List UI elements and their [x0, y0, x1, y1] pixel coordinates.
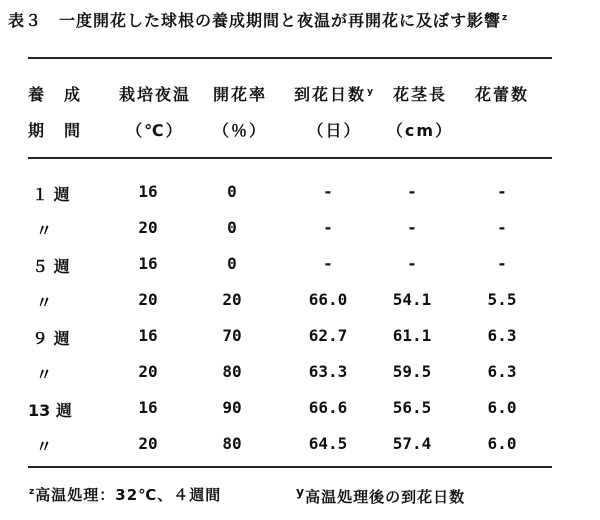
header-period-line1: 養 成: [28, 85, 83, 104]
header-days-to-flower-text: 到花日数: [294, 85, 367, 104]
cell-days-to-flower: -: [323, 182, 333, 201]
cell-bud-count: -: [497, 182, 507, 201]
header-days-to-flower-line1: [287, 82, 382, 105]
cell-stem-length: 54.1: [392, 290, 432, 309]
cell-days-to-flower: -: [323, 254, 333, 273]
cell-flowering-rate: 80: [222, 362, 242, 381]
header-stem-length-line2: （cm）: [386, 121, 454, 140]
cell-days-to-flower: 62.7: [308, 326, 348, 345]
footnote-mark-y: y: [367, 86, 375, 97]
cell-bud-count: 5.5: [487, 290, 517, 309]
footnote-y-mark: y: [296, 484, 306, 499]
cell-flowering-rate: 0: [227, 218, 237, 237]
cell-period: １ 週: [32, 185, 70, 204]
footnote-z: [28, 484, 221, 505]
footnote-z-mark: z: [29, 487, 36, 497]
cell-flowering-rate: 90: [222, 398, 242, 417]
cell-night-temp: 20: [138, 362, 158, 381]
header-flowering-rate-line1: 開花率: [212, 85, 267, 104]
cell-period: 〃: [36, 365, 53, 384]
header-night-temp-line1: 栽培夜温: [118, 85, 191, 104]
header-period-line2: 期 間: [28, 121, 83, 140]
header-stem-length-line1: 花茎長: [392, 85, 447, 104]
cell-bud-count: 6.0: [487, 398, 517, 417]
cell-stem-length: -: [407, 218, 417, 237]
cell-night-temp: 16: [138, 254, 158, 273]
cell-period: 〃: [36, 293, 53, 312]
cell-flowering-rate: 20: [222, 290, 242, 309]
cell-night-temp: 20: [138, 290, 158, 309]
cell-stem-length: -: [407, 254, 417, 273]
cell-days-to-flower: 66.6: [308, 398, 348, 417]
footnote-z-text: 高温処理：32℃、４週間: [35, 486, 222, 504]
table-title-text: 表３ 一度開花した球根の養成期間と夜温が再開花に及ぼす影響: [8, 11, 502, 30]
header-bud-count-line1: 花蕾数: [474, 85, 529, 104]
header-flowering-rate-line2: （％）: [212, 121, 267, 140]
footnote-mark-z: z: [502, 12, 509, 23]
cell-stem-length: 59.5: [392, 362, 432, 381]
cell-night-temp: 20: [138, 434, 158, 453]
cell-night-temp: 16: [138, 398, 158, 417]
cell-period: 〃: [36, 221, 53, 240]
cell-night-temp: 16: [138, 182, 158, 201]
cell-bud-count: -: [497, 218, 507, 237]
cell-night-temp: 20: [138, 218, 158, 237]
cell-period: ５ 週: [32, 257, 70, 276]
table-top-rule: [28, 57, 552, 59]
cell-bud-count: 6.0: [487, 434, 517, 453]
cell-days-to-flower: 66.0: [308, 290, 348, 309]
table-title: [8, 8, 508, 31]
cell-flowering-rate: 70: [222, 326, 242, 345]
cell-bud-count: -: [497, 254, 507, 273]
cell-stem-length: -: [407, 182, 417, 201]
cell-stem-length: 56.5: [392, 398, 432, 417]
table-bottom-rule: [28, 466, 552, 468]
cell-flowering-rate: 0: [227, 254, 237, 273]
header-days-to-flower-line2: （日）: [307, 121, 362, 140]
cell-bud-count: 6.3: [487, 326, 517, 345]
cell-stem-length: 57.4: [392, 434, 432, 453]
cell-period: 〃: [36, 437, 53, 456]
footnote-y-text: 高温処理後の到花日数: [305, 488, 466, 506]
table-header-rule: [28, 157, 552, 159]
cell-stem-length: 61.1: [392, 326, 432, 345]
cell-period: ９ 週: [32, 329, 70, 348]
cell-bud-count: 6.3: [487, 362, 517, 381]
cell-night-temp: 16: [138, 326, 158, 345]
footnote-y: [296, 484, 465, 507]
cell-flowering-rate: 0: [227, 182, 237, 201]
cell-days-to-flower: 64.5: [308, 434, 348, 453]
cell-flowering-rate: 80: [222, 434, 242, 453]
header-night-temp-line2: （℃）: [126, 121, 184, 140]
cell-days-to-flower: -: [323, 218, 333, 237]
cell-days-to-flower: 63.3: [308, 362, 348, 381]
cell-period: 13 週: [28, 401, 72, 420]
